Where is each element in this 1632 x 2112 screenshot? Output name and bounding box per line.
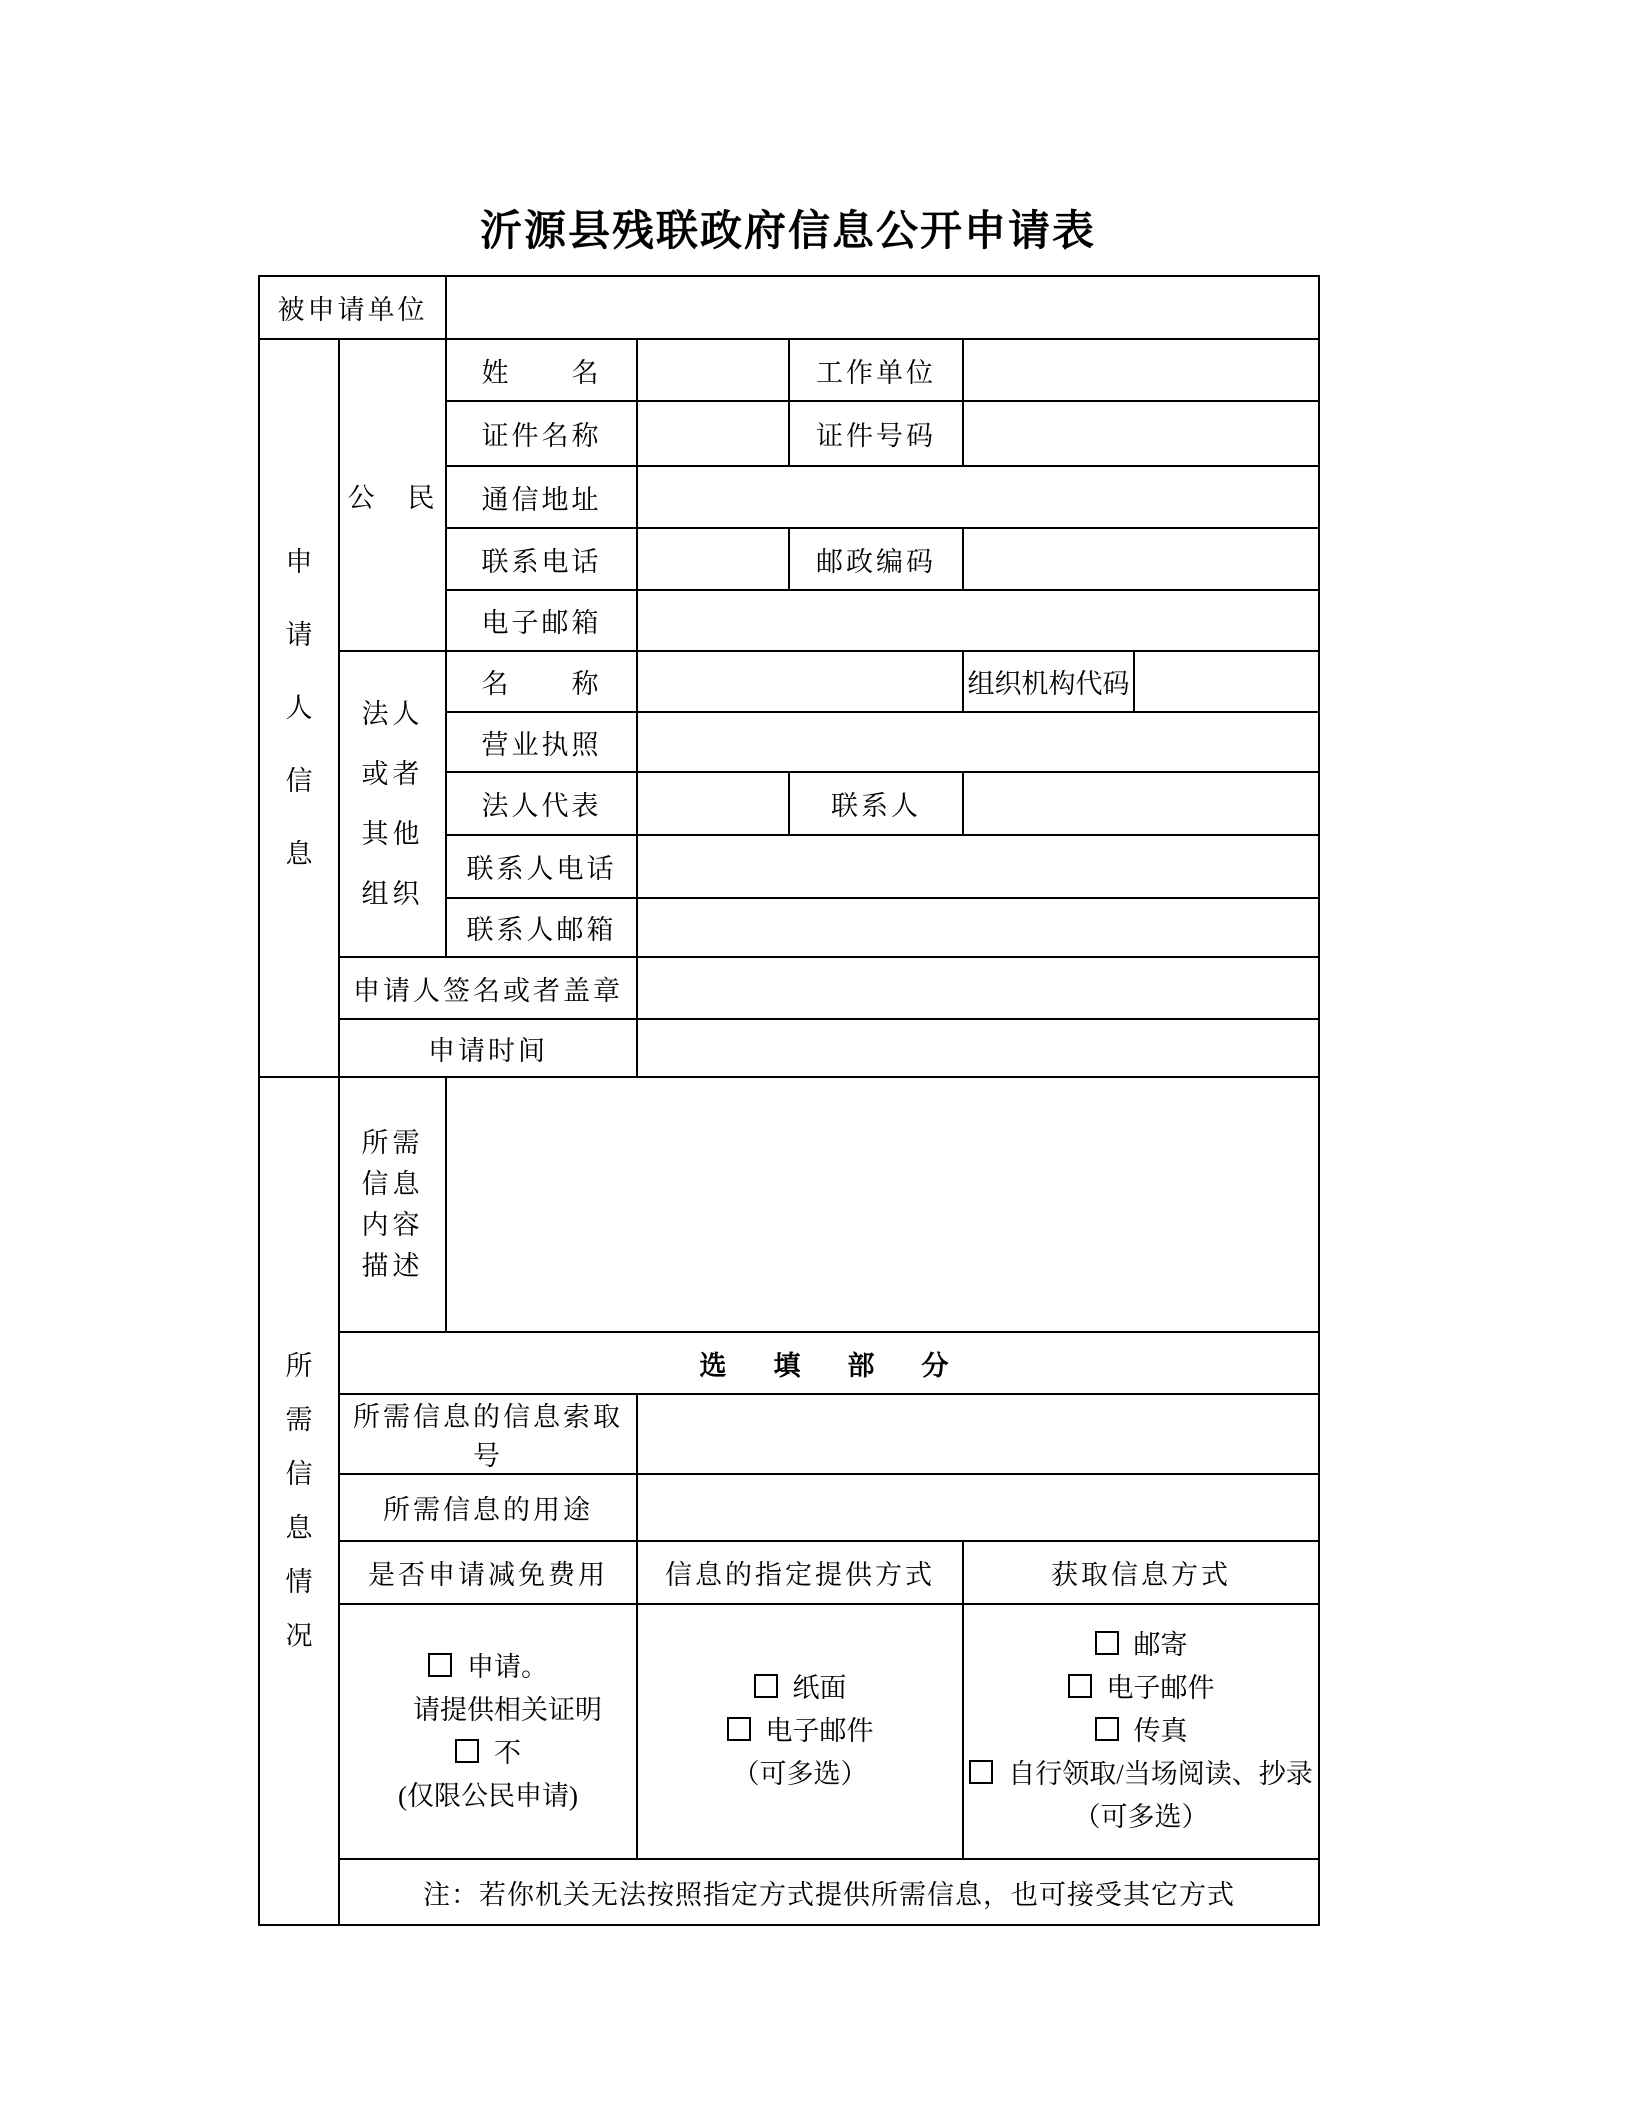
delivery-method-options [637, 1604, 963, 1859]
content-desc-field[interactable] [446, 1077, 1319, 1332]
checkbox-fee-no[interactable] [455, 1739, 479, 1763]
option-label: 电子邮件 [765, 1716, 874, 1746]
postcode-field[interactable] [963, 528, 1319, 590]
contact-field[interactable] [963, 772, 1319, 835]
info-section-label: 所需信息情况 [259, 1077, 339, 1925]
checkbox-email-delivery[interactable] [727, 1717, 751, 1741]
checkbox-fax[interactable] [1095, 1717, 1119, 1741]
requested-unit-label: 被申请单位 [259, 276, 446, 339]
apply-time-field[interactable] [637, 1019, 1319, 1077]
signature-field[interactable] [637, 957, 1319, 1019]
option-label: 不 [494, 1737, 521, 1768]
obtain-method-header: 获取信息方式 [963, 1541, 1319, 1604]
option-label: 自行领取/当场阅读、抄录 [1008, 1759, 1313, 1789]
contact-label: 联系人 [789, 772, 963, 835]
name-label: 姓 名 [446, 339, 637, 401]
option-label: 邮寄 [1133, 1630, 1188, 1660]
org-name-field[interactable] [637, 651, 963, 712]
option-label: 纸面 [792, 1673, 847, 1703]
org-name-label: 名 称 [446, 651, 637, 712]
address-field[interactable] [637, 466, 1319, 528]
contact-phone-label: 联系人电话 [446, 835, 637, 898]
work-unit-field[interactable] [963, 339, 1319, 401]
postcode-label: 邮政编码 [789, 528, 963, 590]
id-number-label: 证件号码 [789, 401, 963, 466]
optional-section-title: 选 填 部 分 [339, 1332, 1319, 1394]
option-label: 电子邮件 [1106, 1673, 1215, 1703]
legal-rep-field[interactable] [637, 772, 789, 835]
index-number-field[interactable] [637, 1394, 1319, 1474]
content-desc-label: 所需信息内容描述 [339, 1077, 446, 1332]
option-label: 请提供相关证明 [413, 1694, 602, 1725]
address-label: 通信地址 [446, 466, 637, 528]
page-title: 沂源县残联政府信息公开申请表 [479, 209, 1096, 255]
org-code-field[interactable] [1134, 651, 1319, 712]
requested-unit-field[interactable] [446, 276, 1319, 339]
purpose-field[interactable] [637, 1474, 1319, 1541]
signature-label: 申请人签名或者盖章 [339, 957, 637, 1019]
license-field[interactable] [637, 712, 1319, 772]
index-number-label: 所需信息的信息索取号 [339, 1394, 637, 1474]
obtain-method-options [963, 1604, 1319, 1859]
email-label: 电子邮箱 [446, 590, 637, 651]
email-field[interactable] [637, 590, 1319, 651]
option-label: 申请。 [467, 1651, 548, 1682]
contact-email-field[interactable] [637, 898, 1319, 957]
purpose-label: 所需信息的用途 [339, 1474, 637, 1541]
license-label: 营业执照 [446, 712, 637, 772]
option-label: (仅限公民申请) [398, 1780, 578, 1811]
name-field[interactable] [637, 339, 789, 401]
footer-note: 注：若你机关无法按照指定方式提供所需信息，也可接受其它方式 [339, 1859, 1319, 1925]
fee-waiver-options [339, 1604, 637, 1859]
delivery-method-header: 信息的指定提供方式 [637, 1541, 963, 1604]
option-label: （可多选） [1073, 1802, 1209, 1832]
org-code-label: 组织机构代码 [963, 651, 1134, 712]
contact-email-label: 联系人邮箱 [446, 898, 637, 957]
checkbox-self-pickup[interactable] [969, 1760, 993, 1784]
phone-label: 联系电话 [446, 528, 637, 590]
phone-field[interactable] [637, 528, 789, 590]
checkbox-paper[interactable] [754, 1674, 778, 1698]
option-label: （可多选） [732, 1759, 868, 1789]
legal-rep-label: 法人代表 [446, 772, 637, 835]
checkbox-fee-apply[interactable] [428, 1653, 452, 1677]
org-group-label: 法人或者其他组织 [339, 651, 446, 957]
id-number-field[interactable] [963, 401, 1319, 466]
fee-waiver-header: 是否申请减免费用 [339, 1541, 637, 1604]
checkbox-mail[interactable] [1095, 1631, 1119, 1655]
citizen-group-label: 公 民 [339, 339, 446, 651]
application-form-table [258, 275, 1320, 1926]
applicant-section-label: 申请人信息 [259, 339, 339, 1077]
apply-time-label: 申请时间 [339, 1019, 637, 1077]
work-unit-label: 工作单位 [789, 339, 963, 401]
contact-phone-field[interactable] [637, 835, 1319, 898]
option-label: 传真 [1133, 1716, 1188, 1746]
checkbox-email-obtain[interactable] [1068, 1674, 1092, 1698]
id-type-label: 证件名称 [446, 401, 637, 466]
id-type-field[interactable] [637, 401, 789, 466]
